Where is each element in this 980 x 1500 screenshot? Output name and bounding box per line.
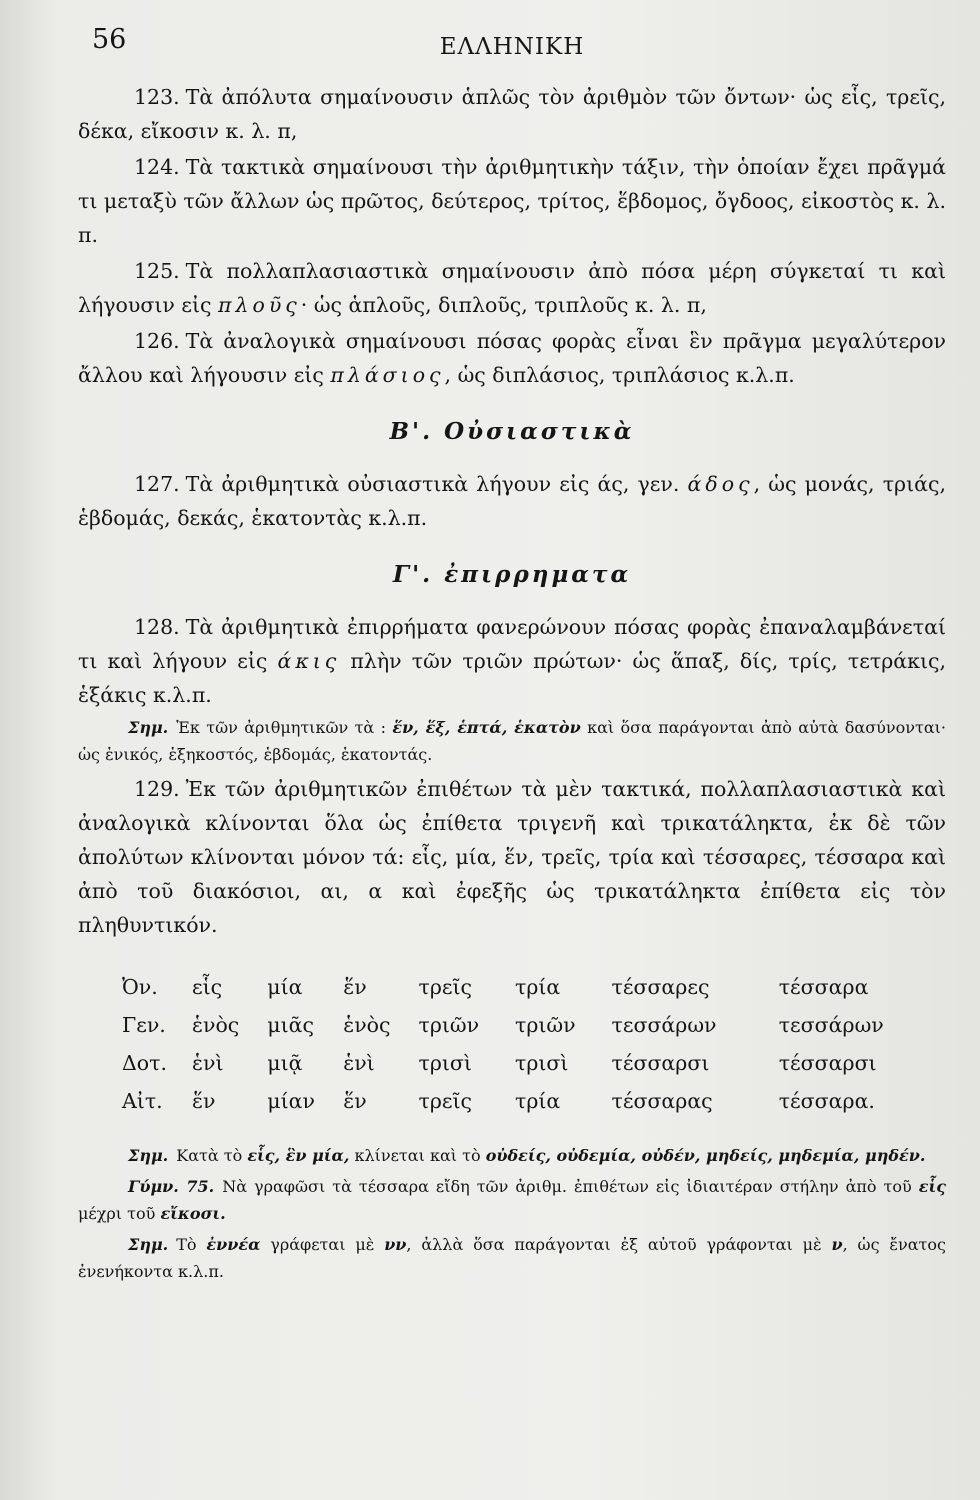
note-lead: Σημ.: [128, 718, 169, 737]
paragraph-text: · ὡς ἁπλοῦς, διπλοῦς, τριπλοῦς κ. λ. π,: [300, 293, 707, 317]
form-cell: εἷς: [192, 975, 223, 999]
form-cell: τέσσαρα.: [778, 1089, 875, 1113]
form-cell: τρισὶ: [514, 1051, 569, 1075]
note-text: Κατὰ τὸ: [176, 1146, 243, 1165]
paragraph-text: πλὴν τῶν τριῶν πρώτων· ὡς ἅπαξ, δίς, τρίς, τετράκις, ἑξάκις κ.λ.π.: [78, 649, 946, 707]
paragraph-number: 124.: [134, 155, 180, 179]
note-text: Νὰ γραφῶσι τὰ τέσσαρα εἴδη τῶν ἀριθμ. ἐπιθέτων εἰς ἰδιαιτέραν στήλην ἀπὸ τοῦ: [222, 1177, 912, 1196]
case-label: Γεν.: [122, 1013, 166, 1037]
paragraph-number: 123.: [134, 85, 180, 109]
form-cell: τέσσαρες: [611, 975, 710, 999]
form-cell: τέσσαρσι: [778, 1051, 877, 1075]
paragraph-text: Ἐκ τῶν ἀριθμητικῶν ἐπιθέτων τὰ μὲν τακτικά, πολλαπλασιαστικὰ καὶ ἀναλογικὰ κλίνονται ὅλα ὡς ἐπίθετα τριγενῆ καὶ τρικατάληκτα, ἐκ δὲ τῶν ἀπολύτων κλίνονται μόνον τά: εἷς, μία, ἕν, τρεῖς, τρία καὶ τέσσαρες, τέσσαρα καὶ ἀπὸ τοῦ διακόσιοι, αι, α καὶ ἐφεξῆς ὡς τρικατάληκτα ἐπίθετα εἰς τὸν πληθυντικόν.: [78, 777, 946, 937]
note-bold: οὐδείς, οὐδεμία, οὐδέν, μηδείς, μηδεμία, μηδέν.: [485, 1146, 926, 1165]
note-bold: ἕν, ἕξ, ἑπτά, ἑκατὸν: [392, 718, 581, 737]
note-3: [78, 1231, 946, 1285]
page-number: 56: [92, 24, 127, 55]
note-bold: εἴκοσι.: [160, 1204, 226, 1223]
paragraph-text: Τὰ ἀναλογικὰ σημαίνουσι πόσας φορὰς εἶναι ἓν πρᾶγμα μεγαλύτερον ἄλλου καὶ λήγουσιν εἰς: [78, 329, 946, 387]
paragraph-127: [78, 467, 946, 535]
form-cell: τρία: [514, 1089, 561, 1113]
paragraph-text: Τὰ ἀριθμητικὰ οὐσιαστικὰ λήγουν εἰς άς, γεν.: [185, 472, 680, 496]
paragraph-128: [78, 610, 946, 712]
table-row: [78, 1082, 946, 1120]
table-row: [78, 1006, 946, 1044]
note-lead: Σημ.: [128, 1146, 169, 1165]
note-lead: Σημ.: [128, 1235, 169, 1254]
note-text: , ὡς ἔνατος ἐνενήκοντα κ.λ.π.: [78, 1235, 946, 1281]
paragraph-number: 127.: [134, 472, 180, 496]
paragraph-129: [78, 772, 946, 942]
note-bold: ἐννέα: [206, 1235, 261, 1254]
spaced-suffix: άδος: [687, 472, 754, 496]
note-text: Ἐκ τῶν ἀριθμητικῶν τὰ :: [176, 718, 386, 737]
paragraph-126: [78, 324, 946, 392]
form-cell: τρία: [514, 975, 561, 999]
paragraph-text: , ὡς διπλάσιος, τριπλάσιος κ.λ.π.: [444, 363, 795, 387]
form-cell: ἕν: [343, 975, 367, 999]
form-cell: τεσσάρων: [778, 1013, 884, 1037]
note-bold: εἷς, ἓν μία,: [247, 1146, 350, 1165]
paragraph-125: [78, 254, 946, 322]
note-bold: ν: [831, 1235, 843, 1254]
section-heading-b: Β'. Οὐσιαστικὰ: [389, 418, 635, 445]
section-heading-g: Γ'. ἐπιρρηματα: [392, 561, 632, 588]
form-cell: ἑνὸς: [192, 1013, 240, 1037]
exercise-75: [78, 1173, 946, 1227]
page-header: [78, 18, 946, 80]
paragraph-text: Τὰ ἀριθμητικὰ ἐπιρρήματα φανερώνουν πόσας φορὰς ἐπαναλαμβάνεταί τι καὶ λήγουν εἰς: [78, 615, 946, 673]
form-cell: μία: [267, 975, 303, 999]
form-cell: τρισὶ: [418, 1051, 472, 1075]
paragraph-text: , ὡς μονάς, τριάς, ἑβδομάς, δεκάς, ἑκατοντὰς κ.λ.π.: [78, 472, 946, 530]
note-text: κλίνεται καὶ τὸ: [354, 1146, 481, 1165]
note-text: μέχρι τοῦ: [78, 1204, 156, 1223]
form-cell: ἑνὶ: [192, 1051, 224, 1075]
paragraph-number: 125.: [134, 259, 180, 283]
exercise-lead: Γύμν. 75.: [128, 1177, 215, 1196]
case-label: Αἰτ.: [122, 1089, 163, 1113]
note-text: καὶ ὅσα παράγονται ἀπὸ αὐτὰ δασύνονται· ὡς ἑνικός, ἑξηκοστός, ἑβδομάς, ἑκατοντάς.: [78, 718, 946, 764]
paragraph-number: 126.: [134, 329, 180, 353]
note-bold: νν: [384, 1235, 407, 1254]
paragraph-text: Τὰ τακτικὰ σημαίνουσι τὴν ἀριθμητικὴν τάξιν, τὴν ὁποίαν ἔχει πρᾶγμά τι μεταξὺ τῶν ἄλλων ὡς πρῶτος, δεύτερος, τρίτος, ἕβδομος, ὄγδοος, εἰκοστὸς κ. λ. π.: [78, 155, 946, 247]
spaced-suffix: πλάσιος: [330, 363, 445, 387]
note-text: γράφεται μὲ: [270, 1235, 375, 1254]
form-cell: ἕν: [343, 1089, 367, 1113]
paragraph-number: 129.: [134, 777, 180, 801]
form-cell: μιᾷ: [267, 1051, 303, 1075]
form-cell: ἑνὸς: [343, 1013, 391, 1037]
form-cell: τεσσάρων: [611, 1013, 717, 1037]
running-head: ΕΛΛΗΝΙΚΗ: [439, 34, 585, 60]
paragraph-124: [78, 150, 946, 252]
form-cell: ἑνὶ: [343, 1051, 375, 1075]
form-cell: τρεῖς: [418, 975, 473, 999]
paragraph-number: 128.: [134, 615, 180, 639]
table-row: [78, 1044, 946, 1082]
table-row: [78, 968, 946, 1006]
declension-table: [78, 968, 946, 1120]
paragraph-text: Τὰ ἀπόλυτα σημαίνουσιν ἁπλῶς τὸν ἀριθμὸν τῶν ὄντων· ὡς εἷς, τρεῖς, δέκα, εἴκοσιν κ. λ. π,: [78, 85, 946, 143]
form-cell: μίαν: [267, 1089, 315, 1113]
note-2: [78, 1142, 946, 1169]
form-cell: τρεῖς: [418, 1089, 473, 1113]
note-1: [78, 714, 946, 768]
paragraph-123: [78, 80, 946, 148]
paragraph-text: Τὰ πολλαπλασιαστικὰ σημαίνουσιν ἀπὸ πόσα μέρη σύγκεταί τι καὶ λήγουσιν εἰς: [78, 259, 946, 317]
form-cell: τέσσαρσι: [611, 1051, 710, 1075]
spaced-suffix: πλοῦς: [218, 293, 301, 317]
form-cell: τέσσαρα: [778, 975, 869, 999]
form-cell: μιᾶς: [267, 1013, 314, 1037]
note-bold: εἷς: [918, 1177, 947, 1196]
note-text: , ἀλλὰ ὅσα παράγονται ἐξ αὐτοῦ γράφονται μὲ: [406, 1235, 822, 1254]
spaced-suffix: άκις: [277, 649, 341, 673]
form-cell: τριῶν: [418, 1013, 480, 1037]
form-cell: ἕν: [192, 1089, 216, 1113]
case-label: Δοτ.: [122, 1051, 168, 1075]
note-text: Τὸ: [176, 1235, 197, 1254]
form-cell: τριῶν: [514, 1013, 576, 1037]
case-label: Ὀν.: [122, 975, 158, 999]
form-cell: τέσσαρας: [611, 1089, 713, 1113]
